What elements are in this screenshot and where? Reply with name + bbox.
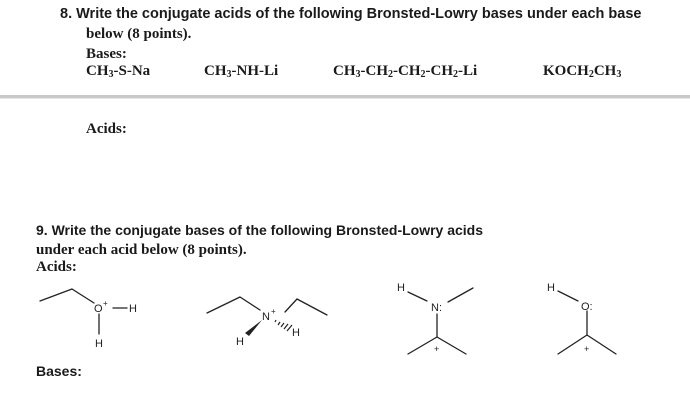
s1-atom: O bbox=[94, 303, 103, 315]
base-formula-2: $CH_3-NH-Li$ bbox=[204, 63, 279, 80]
s1-h-below: H bbox=[95, 338, 103, 350]
s3-h: H bbox=[397, 282, 405, 294]
base-formula-4: $KOCH_2CH_3$ bbox=[543, 63, 622, 80]
s4-atom: O: bbox=[581, 301, 593, 313]
question-8-title: 8. Write the conjugate acids of the following Bronsted-Lowry bases under each base bbox=[60, 6, 642, 22]
s2-charge: + bbox=[271, 307, 276, 316]
s4-charge: + bbox=[584, 344, 590, 354]
s1-charge: + bbox=[103, 299, 108, 308]
solid-wedge-bond bbox=[245, 320, 262, 336]
base-formula-3: $CH_3-CH_2-CH_2-CH_2-Li$ bbox=[333, 63, 478, 80]
structure-oxonium bbox=[40, 289, 127, 334]
question-9-subtitle: under each acid below (8 points). bbox=[36, 242, 247, 258]
structure-amine bbox=[408, 288, 473, 354]
question-8-subtitle: below (8 points). bbox=[86, 26, 192, 42]
question-9-acids-label: Acids: bbox=[36, 259, 77, 275]
s3-charge: + bbox=[434, 344, 440, 354]
base-formula-1: $CH_3-S-Na$ bbox=[86, 63, 151, 80]
question-8-acids-label: Acids: bbox=[86, 121, 127, 137]
s2-h-left: H bbox=[236, 336, 244, 348]
question-9-bases-label: Bases: bbox=[36, 363, 82, 379]
s4-h: H bbox=[547, 282, 555, 294]
hashed-wedge-bond bbox=[275, 320, 292, 331]
s2-atom: N bbox=[262, 311, 270, 323]
s2-h-right: H bbox=[292, 327, 300, 339]
s3-atom: N: bbox=[431, 302, 442, 314]
question-9-title: 9. Write the conjugate bases of the following Bronsted-Lowry acids bbox=[36, 222, 484, 238]
question-8-bases-label: Bases: bbox=[86, 46, 127, 62]
s1-h-right: H bbox=[129, 303, 137, 315]
